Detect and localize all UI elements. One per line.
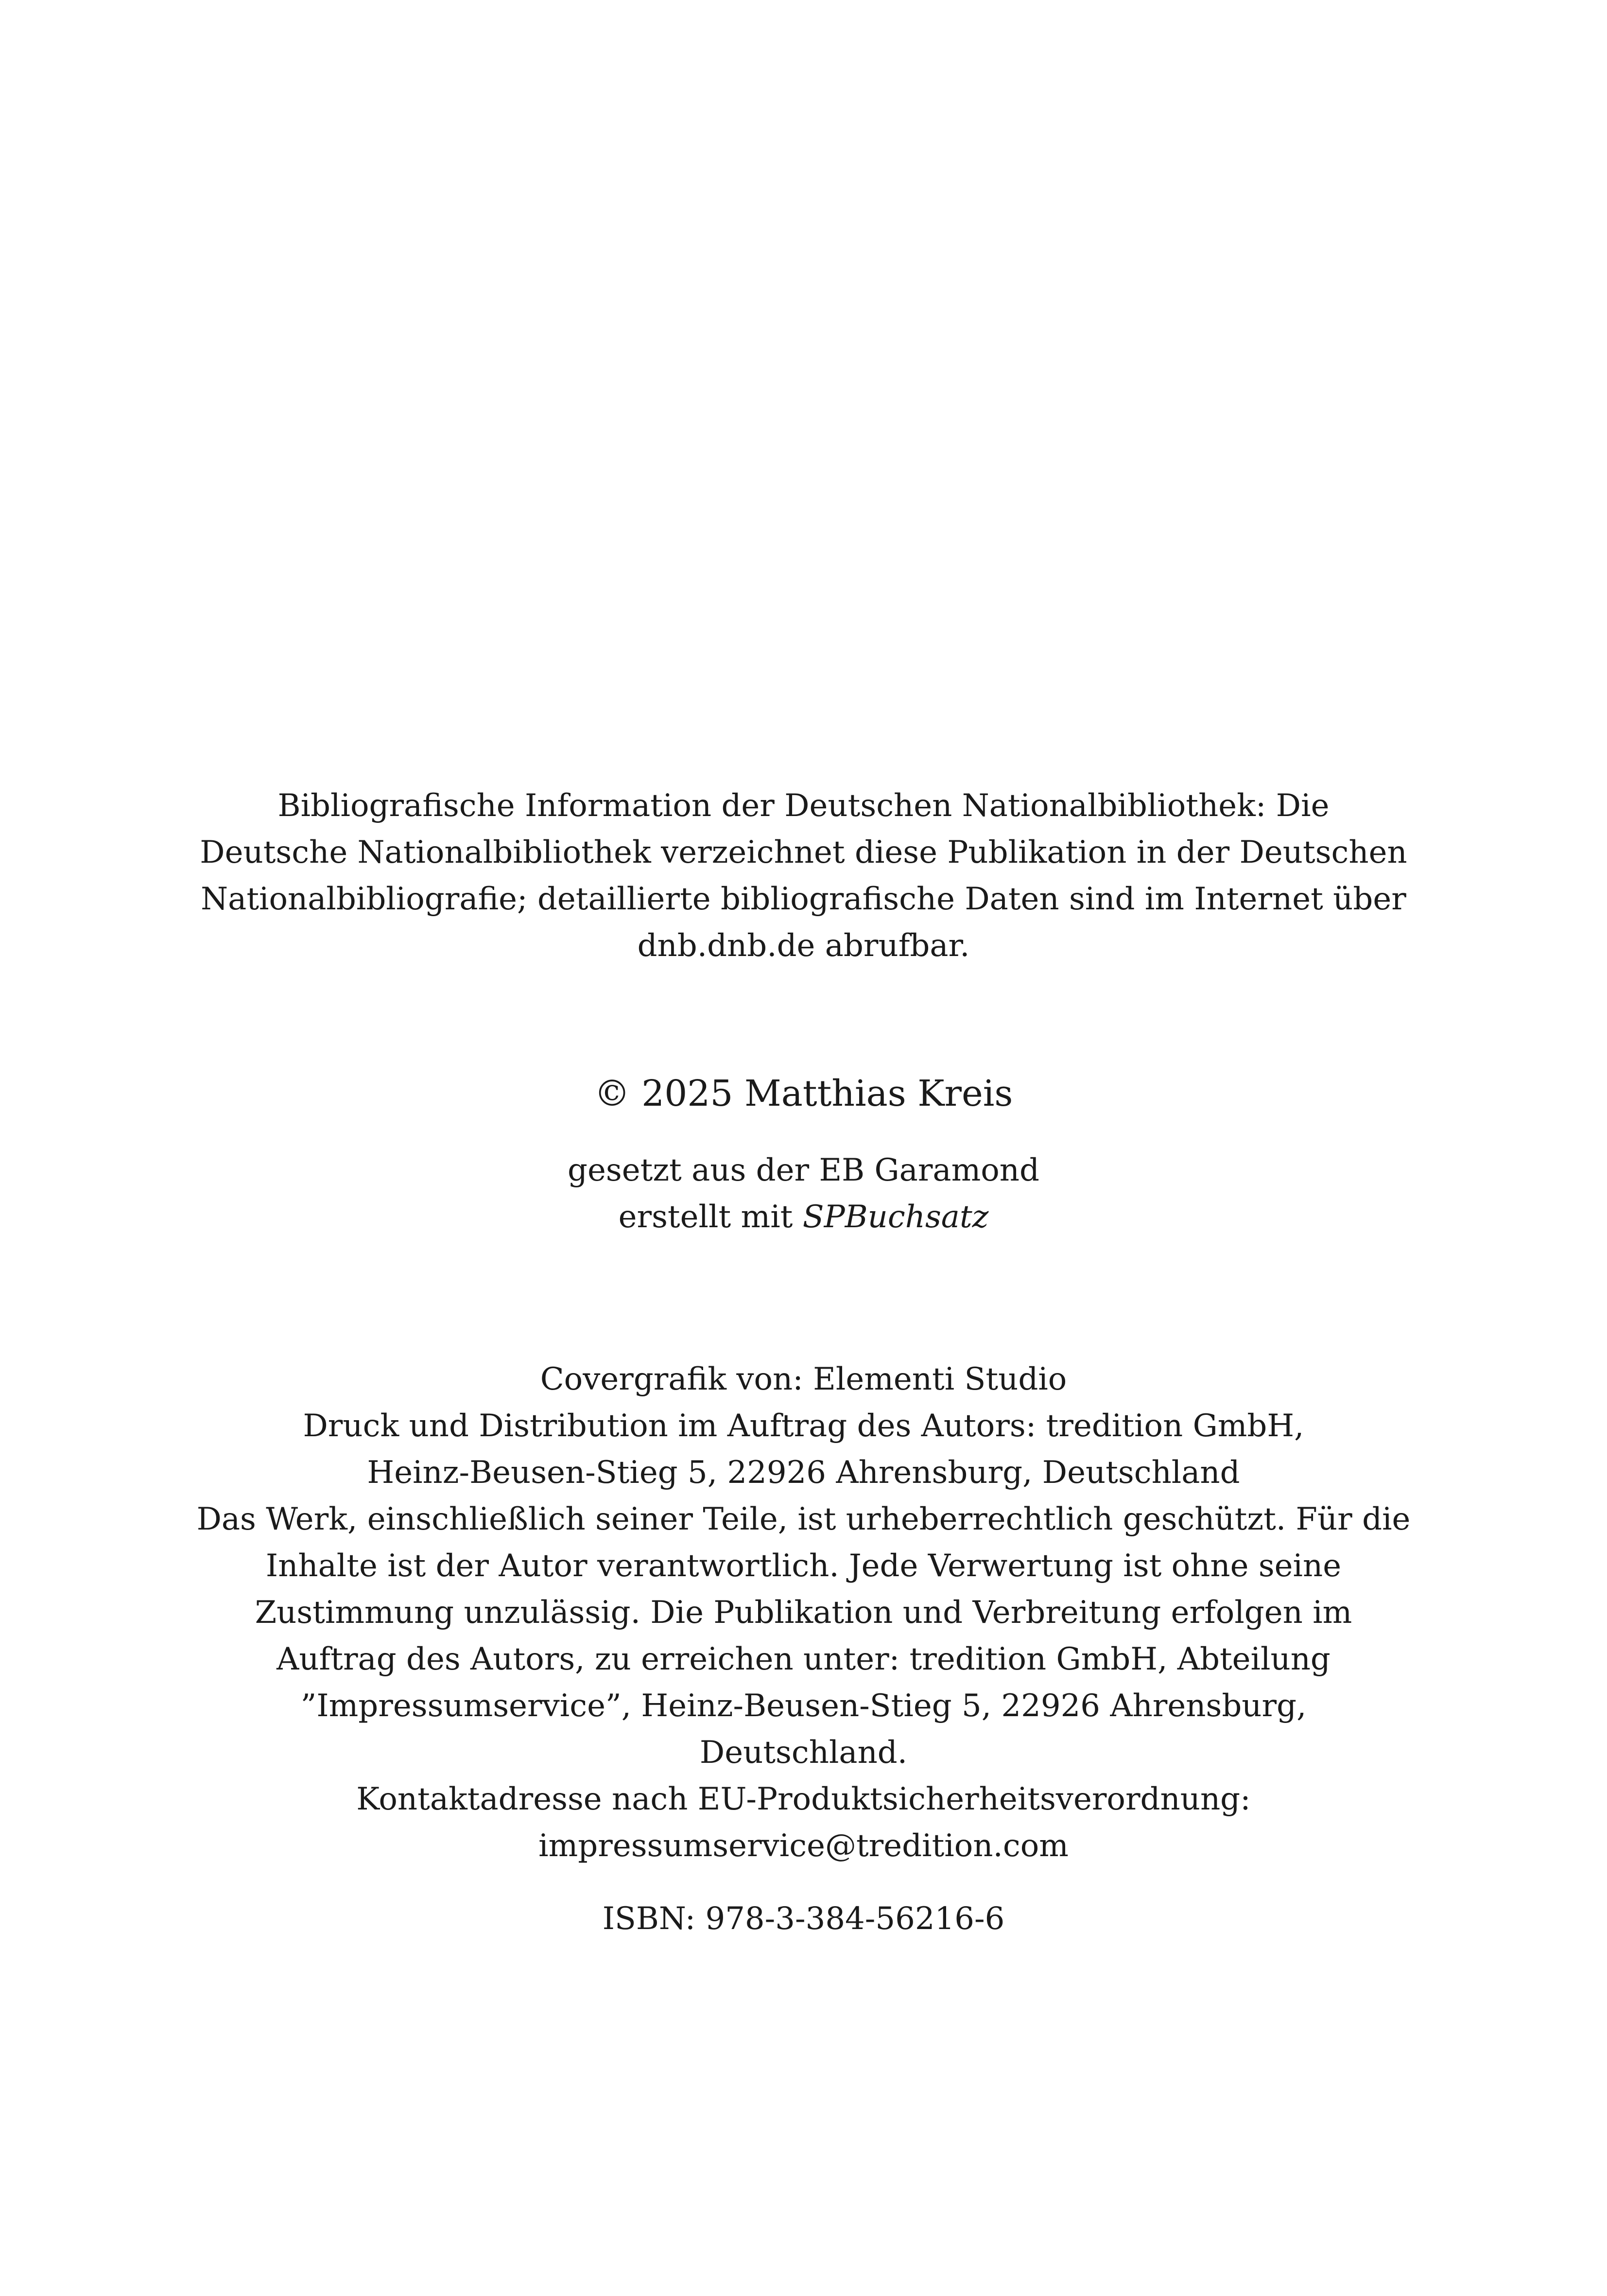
publisher-line: Zustimmung unzulässig. Die Publikation und Verbreitung erfolgen im bbox=[255, 1595, 1352, 1631]
bibliographic-line: Nationalbibliografie; detaillierte bibliografische Daten sind im Internet über bbox=[201, 881, 1406, 917]
bibliographic-line: Bibliografische Information der Deutschen Nationalbibliothek: Die bbox=[277, 788, 1330, 824]
isbn bbox=[0, 1896, 1607, 1942]
publisher-line: Auftrag des Autors, zu erreichen unter: tredition GmbH, Abteilung bbox=[276, 1641, 1331, 1677]
typesetting-font-line: gesetzt aus der EB Garamond bbox=[568, 1152, 1039, 1188]
bibliographic-info bbox=[0, 783, 1607, 969]
typesetting-created-line bbox=[0, 1194, 1607, 1240]
isbn-text: ISBN: 978-3-384-56216-6 bbox=[602, 1901, 1005, 1937]
publisher-line: Deutschland. bbox=[699, 1735, 908, 1771]
publisher-line: Heinz-Beusen-Stieg 5, 22926 Ahrensburg, Deutschland bbox=[367, 1455, 1240, 1491]
publisher-line: Inhalte ist der Autor verantwortlich. Jede Verwertung ist ohne seine bbox=[265, 1548, 1342, 1584]
bibliographic-line: dnb.dnb.de abrufbar. bbox=[637, 928, 970, 964]
publisher-contact-email: impressumservice@tredition.com bbox=[538, 1828, 1069, 1864]
bibliographic-line: Deutsche Nationalbibliothek verzeichnet diese Publikation in der Deutschen bbox=[200, 835, 1407, 870]
publisher-line: Druck und Distribution im Auftrag des Autors: tredition GmbH, bbox=[303, 1408, 1304, 1444]
publisher-line: Kontaktadresse nach EU-Produktsicherheitsverordnung: bbox=[356, 1781, 1251, 1817]
copyright-notice bbox=[0, 1069, 1607, 1118]
typesetting-info bbox=[0, 1147, 1607, 1240]
typesetting-created-prefix: erstellt mit bbox=[618, 1199, 803, 1235]
typesetting-tool-name: SPBuchsatz bbox=[802, 1199, 989, 1235]
publisher-line: Das Werk, einschließlich seiner Teile, ist urheberrechtlich geschützt. Für die bbox=[196, 1501, 1411, 1537]
publisher-line: ”Impressumservice”, Heinz-Beusen-Stieg 5, 22926 Ahrensburg, bbox=[300, 1688, 1307, 1724]
publisher-line: Covergrafik von: Elementi Studio bbox=[540, 1361, 1067, 1397]
copyright-text: © 2025 Matthias Kreis bbox=[594, 1073, 1013, 1114]
publisher-info bbox=[0, 1356, 1607, 1869]
